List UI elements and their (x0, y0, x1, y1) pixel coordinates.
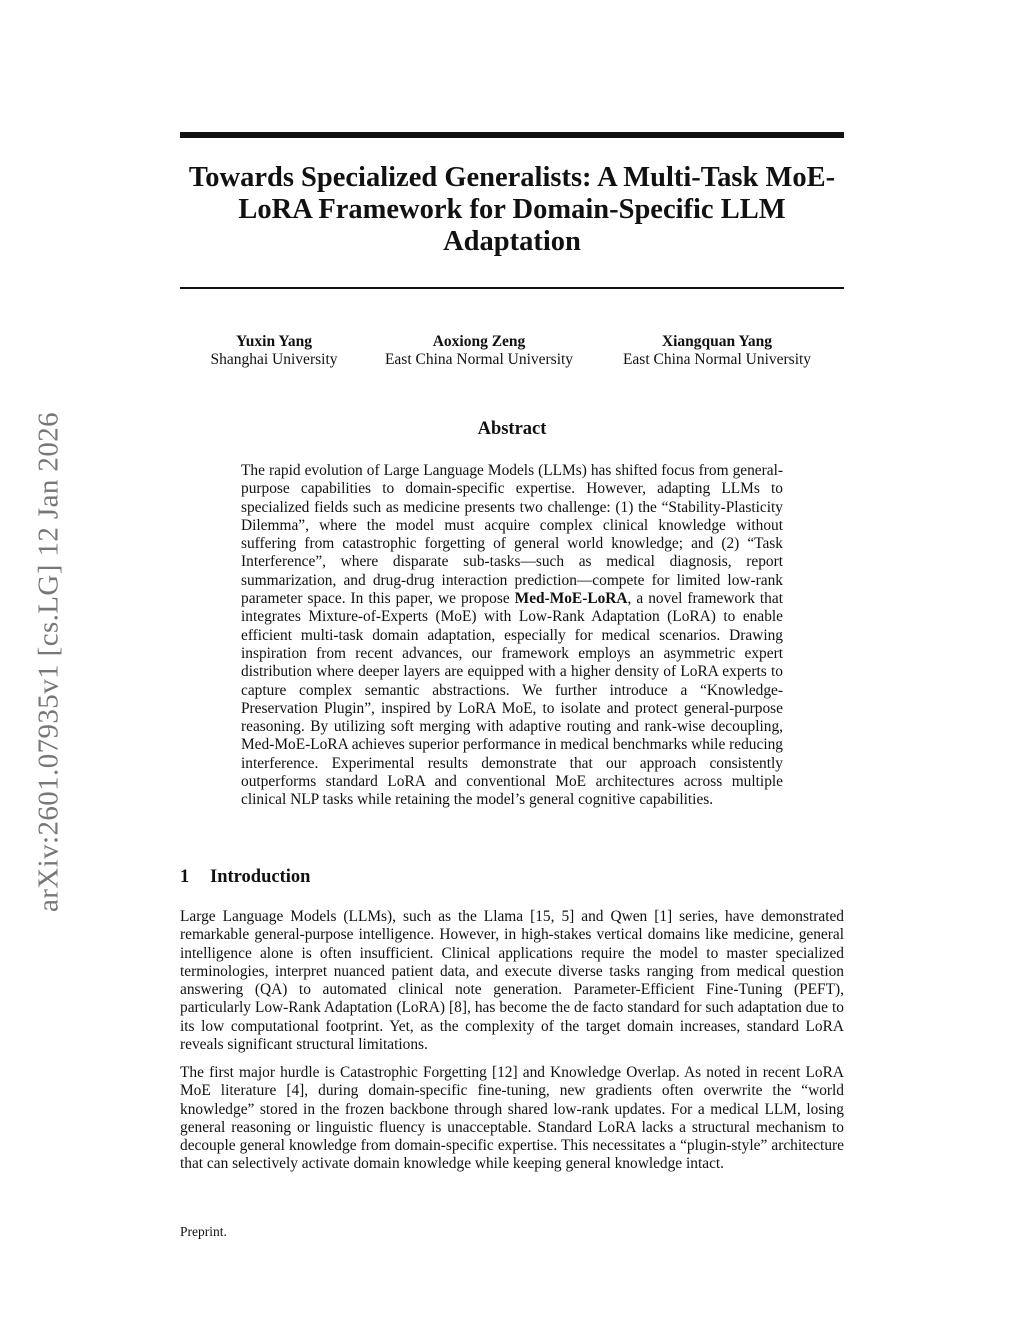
author-3 (616, 333, 818, 369)
method-name: Med-MoE-LoRA (514, 590, 628, 608)
intro-paragraph-2: The first major hurdle is Catastrophic Forgetting [12] and Knowledge Overlap. As noted in recent LoRA MoE literature [4], during domain-specific fine-tuning, new gradients often overwrite the “world knowledge” stored in the frozen backbone through shared low-rank updates. For a medical LLM, losing general reasoning or linguistic fluency is unacceptable. Standard LoRA lacks a structural mechanism to decouple general knowledge from domain-specific expertise. This necessitates a “plugin-style” architecture that can selectively activate domain knowledge while keeping general knowledge intact. (180, 1064, 844, 1173)
section-title: Introduction (210, 867, 311, 887)
author-2 (378, 333, 580, 369)
title-top-rule (180, 132, 844, 138)
author-block (180, 333, 844, 377)
author-1 (206, 333, 342, 369)
section-number: 1 (180, 867, 190, 887)
abstract-text-before: The rapid evolution of Large Language Models (LLMs) has shifted focus from general-purpose capabilities to domain-specific expertise. However, adapting LLMs to specialized fields such as medicine presents two challenge: (1) the “Stability-Plasticity Dilemma”, where the model must acquire complex clinical knowledge without suffering from catastrophic forgetting of general world knowledge; and (2) “Task Interference”, where disparate sub-tasks—such as medical diagnosis, report summarization, and drug-drug interaction prediction—compete for limited low-rank parameter space. In this paper, we propose (241, 462, 783, 608)
intro-paragraph-1: Large Language Models (LLMs), such as the Llama [15, 5] and Qwen [1] series, have demonstrated remarkable general-purpose intelligence. However, in high-stakes vertical domains like medicine, general intelligence alone is often insufficient. Clinical applications require the model to master specialized terminologies, interpret nuanced patient data, and execute diverse tasks ranging from medical question answering (QA) to automated clinical note generation. Parameter-Efficient Fine-Tuning (PEFT), particularly Low-Rank Adaptation (LoRA) [8], has become the de facto standard for such adaptation due to its low computational footprint. Yet, as the complexity of the target domain increases, standard LoRA reveals significant structural limitations. (180, 908, 844, 1054)
abstract-body (241, 462, 783, 810)
title-bottom-rule (180, 287, 844, 289)
author-name: Aoxiong Zeng (432, 333, 526, 350)
abstract-heading: Abstract (477, 419, 547, 439)
author-affiliation: East China Normal University (384, 351, 574, 368)
author-affiliation: East China Normal University (622, 351, 812, 368)
author-name: Xiangquan Yang (661, 333, 773, 350)
author-affiliation: Shanghai University (210, 351, 338, 368)
author-name: Yuxin Yang (236, 333, 312, 350)
paper-title: Towards Specialized Generalists: A Multi-Task MoE-LoRA Framework for Domain-Specific LLM Adaptation (188, 162, 836, 257)
abstract-text-after: , a novel framework that integrates Mixture-of-Experts (MoE) with Low-Rank Adaptation (LoRA) to enable efficient multi-task domain adaptation, especially for medical scenarios. Drawing inspiration from recent advances, our framework employs an asymmetric expert distribution where deeper layers are equipped with a higher density of LoRA experts to capture complex semantic abstractions. We further introduce a “Knowledge-Preservation Plugin”, inspired by LoRA MoE, to isolate and protect general-purpose reasoning. By utilizing soft merging with adaptive routing and rank-wise decoupling, Med-MoE-LoRA achieves superior performance in medical benchmarks while reducing interference. Experimental results demonstrate that our approach consistently outperforms standard LoRA and conventional MoE architectures across multiple clinical NLP tasks while retaining the model’s general cognitive capabilities. (241, 590, 783, 809)
arxiv-identifier-stamp: arXiv:2601.07935v1 [cs.LG] 12 Jan 2026 (32, 411, 65, 913)
section-heading (180, 866, 310, 888)
footer-note: Preprint. (180, 1224, 227, 1239)
